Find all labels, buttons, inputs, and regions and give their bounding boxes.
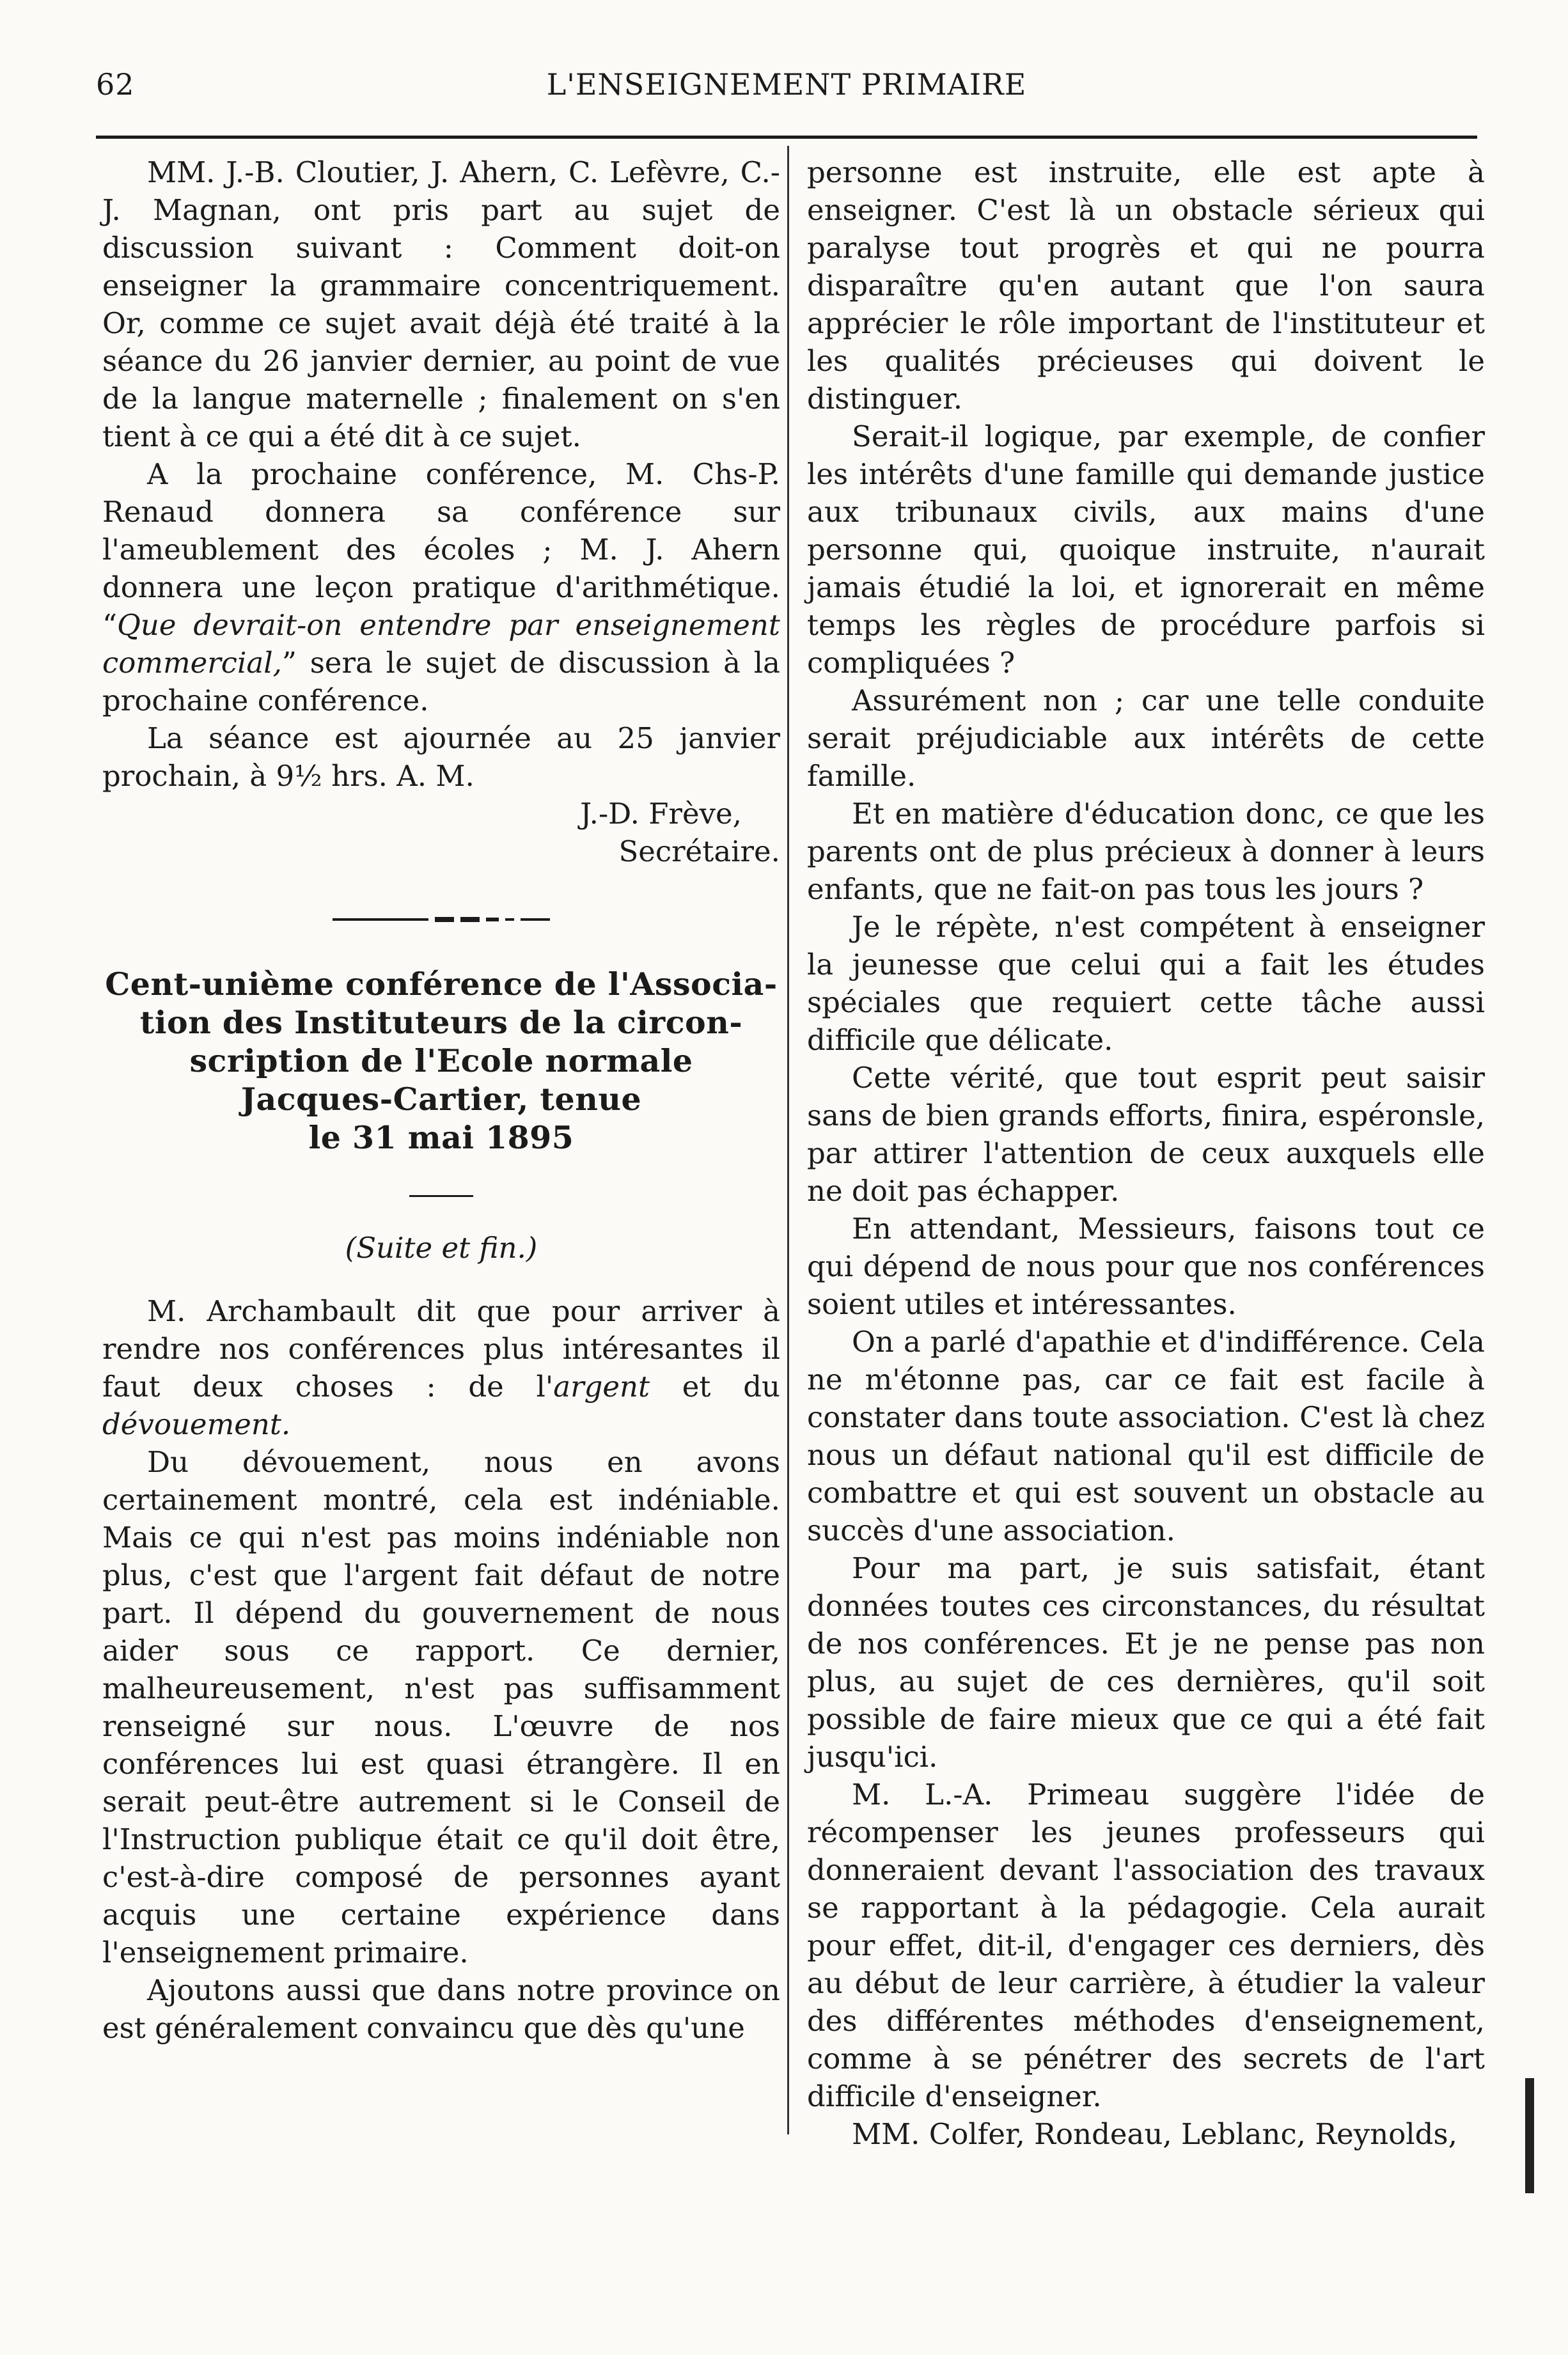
paragraph: La séance est ajournée au 25 janvier prochain, à 9½ hrs. A. M.	[102, 721, 780, 793]
column-divider	[787, 146, 789, 2134]
left-column	[102, 153, 780, 2047]
paragraph: Ajoutons aussi que dans notre province on est généralement convaincu que dès qu'une	[102, 1973, 780, 2045]
running-header	[96, 67, 1477, 118]
paragraph: Cette vérité, que tout esprit peut saisir sans de bien grands efforts, finira, espéronsle, par attirer l'attention de ceux auxquels elle ne doit pas échapper.	[807, 1061, 1485, 1208]
section-heading: Cent-unième conférence de l'Associa- tion des Instituteurs de la circon- scription de l'Ecole normale Jacques-Cartier, tenue le 31 mai 1895	[105, 966, 778, 1156]
paragraph: Du dévouement, nous en avons certainement montré, cela est indéniable. Mais ce qui n'est pas moins indéniable non plus, c'est que l'argent fait défaut de notre part. Il dépend du gouvernement de nous aider sous ce rapport. Ce dernier, malheureusement, n'est pas suffisamment renseigné sur nous. L'œuvre de nos conférences lui est quasi étrangère. Il en serait peut-être autrement si le Conseil de l'Instruction publique était ce qu'il doit être, c'est-à-dire composé de personnes ayant acquis une certaine expérience dans l'enseignement primaire.	[102, 1445, 780, 1969]
paragraph: Je le répète, n'est compétent à enseigner la jeunesse que celui qui a fait les études spéciales que requiert cette tâche aussi difficile que délicate.	[807, 910, 1485, 1057]
paragraph: MM. Colfer, Rondeau, Leblanc, Reynolds,	[852, 2117, 1457, 2151]
header-rule	[96, 136, 1477, 139]
paragraph: Assurément non ; car une telle conduite serait préjudiciable aux intérêts de cette famille.	[807, 684, 1485, 793]
paragraph: A la prochaine conférence, M. Chs-P. Renaud donnera sa conférence sur l'ameublement des écoles ; M. J. Ahern donnera une leçon pratique d'arithmétique. “Que devrait-on entendre par enseignement commercial,” sera le sujet de discussion à la prochaine conférence.	[102, 457, 780, 717]
continuation-note: (Suite et fin.)	[345, 1231, 538, 1265]
paragraph: personne est instruite, elle est apte à enseigner. C'est là un obstacle sérieux qui paralyse tout progrès et qui ne pourra disparaître qu'en autant que l'on saura apprécier le rôle important de l'instituteur et les qualités précieuses qui doivent le distinguer.	[807, 155, 1485, 416]
running-title: L'ENSEIGNEMENT PRIMAIRE	[546, 67, 1027, 102]
page-edge-mark	[1525, 2078, 1534, 2193]
paragraph: M. L.-A. Primeau suggère l'idée de récompenser les jeunes professeurs qui donneraient devant l'association des travaux se rapportant à la pédagogie. Cela aurait pour effet, dit-il, d'engager ces derniers, dès au début de leur carrière, à étudier la valeur des différentes méthodes d'enseignement, comme à se pénétrer des secrets de l'art difficile d'enseigner.	[807, 1778, 1485, 2113]
right-column	[807, 153, 1485, 2153]
page-number: 62	[96, 67, 135, 102]
ornamental-divider	[333, 915, 550, 924]
paragraph: On a parlé d'apathie et d'indifférence. Cela ne m'étonne pas, car ce fait est facile à constater dans toute association. C'est là chez nous un défaut national qu'il est difficile de combattre et qui est souvent un obstacle au succès d'une association.	[807, 1325, 1485, 1547]
paragraph: Pour ma part, je suis satisfait, étant données toutes ces circonstances, du résultat de nos conférences. Et je ne pense pas non plus, au sujet de ces dernières, qu'il soit possible de faire mieux que ce qui a été fait jusqu'ici.	[807, 1551, 1485, 1774]
paragraph: Et en matière d'éducation donc, ce que les parents ont de plus précieux à donner à leurs enfants, que ne fait-on pas tous les jours ?	[807, 797, 1485, 906]
paragraph: MM. J.-B. Cloutier, J. Ahern, C. Lefèvre, C.-J. Magnan, ont pris part au sujet de discussion suivant : Comment doit-on enseigner la grammaire concentriquement. Or, comme ce sujet avait déjà été traité à la séance du 26 janvier dernier, au point de vue de la langue maternelle ; finalement on s'en tient à ce qui a été dit à ce sujet.	[102, 155, 780, 453]
signature-title: Secrétaire.	[618, 834, 780, 868]
paragraph: Serait-il logique, par exemple, de confier les intérêts d'une famille qui demande justice aux tribunaux civils, aux mains d'une personne qui, quoique instruite, n'aurait jamais étudié la loi, et ignorerait en même temps les règles de procédure parfois si compliquées ?	[807, 419, 1485, 680]
short-rule	[409, 1195, 473, 1197]
paragraph: M. Archambault dit que pour arriver à rendre nos conférences plus intéresantes il faut deux choses : de l'argent et du dévouement.	[102, 1294, 780, 1441]
signature-name: J.-D. Frève,	[580, 797, 742, 831]
paragraph: En attendant, Messieurs, faisons tout ce qui dépend de nous pour que nos conférences soient utiles et intéressantes.	[807, 1212, 1485, 1321]
